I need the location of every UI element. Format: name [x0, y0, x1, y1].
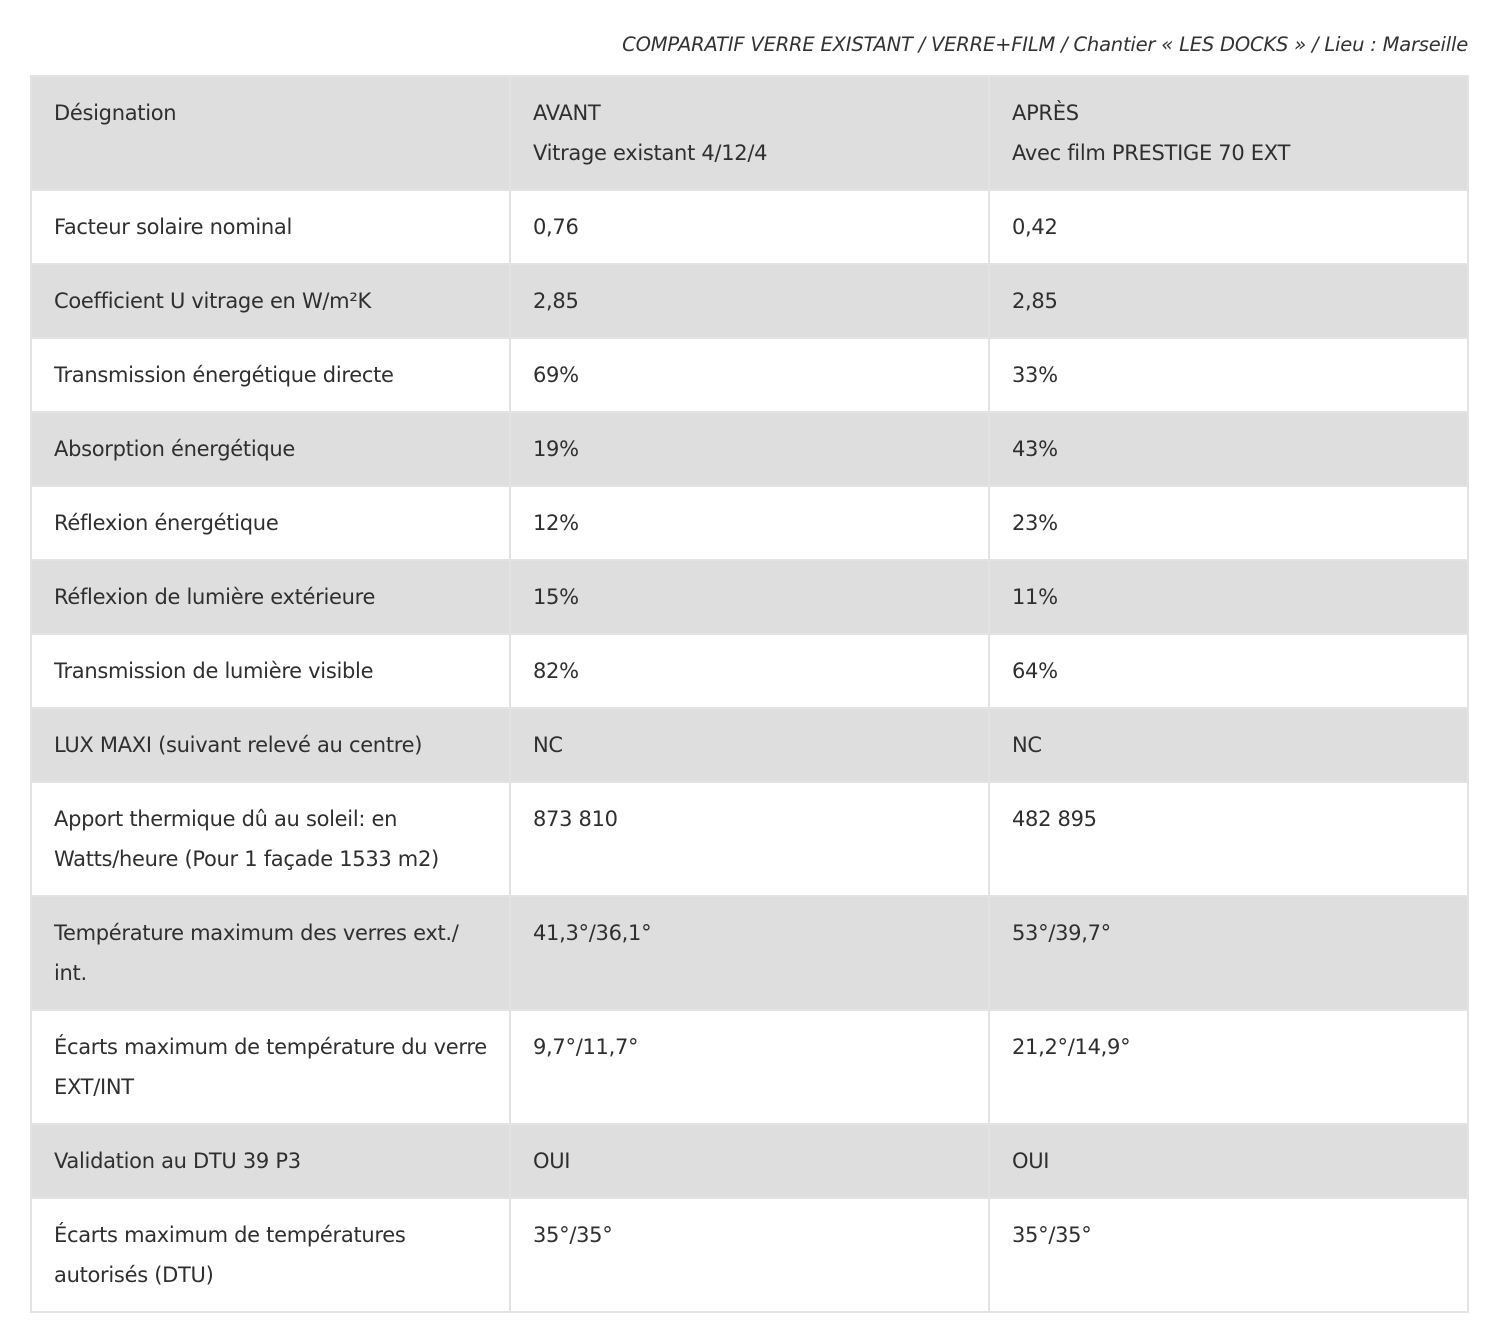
header-designation-label: Désignation — [54, 101, 177, 125]
row-apres-value: NC — [989, 708, 1468, 782]
table-row — [31, 486, 1468, 560]
header-avant-title: AVANT — [533, 101, 601, 125]
table-header-row — [31, 76, 1468, 190]
row-avant-value: 35°/35° — [510, 1198, 989, 1312]
table-row — [31, 782, 1468, 896]
header-apres-title: APRÈS — [1012, 101, 1079, 125]
row-apres-value: 35°/35° — [989, 1198, 1468, 1312]
table-row — [31, 338, 1468, 412]
row-label: Transmission énergétique directe — [31, 338, 510, 412]
row-avant-value: OUI — [510, 1124, 989, 1198]
row-avant-value: 0,76 — [510, 190, 989, 264]
row-label: Transmission de lumière visible — [31, 634, 510, 708]
row-label: Écarts maximum de température du verre EXT/INT — [31, 1010, 510, 1124]
row-label: Réflexion énergétique — [31, 486, 510, 560]
row-label: Écarts maximum de températures autorisés (DTU) — [31, 1198, 510, 1312]
table-row — [31, 412, 1468, 486]
row-apres-value: 0,42 — [989, 190, 1468, 264]
row-apres-value: 53°/39,7° — [989, 896, 1468, 1010]
row-avant-value: 69% — [510, 338, 989, 412]
row-avant-value: 82% — [510, 634, 989, 708]
table-row — [31, 896, 1468, 1010]
row-apres-value: OUI — [989, 1124, 1468, 1198]
header-designation — [31, 76, 510, 190]
row-apres-value: 11% — [989, 560, 1468, 634]
table-row — [31, 634, 1468, 708]
row-avant-value: 873 810 — [510, 782, 989, 896]
header-avant-subtitle: Vitrage existant 4/12/4 — [533, 141, 768, 165]
row-avant-value: 41,3°/36,1° — [510, 896, 989, 1010]
table-row — [31, 264, 1468, 338]
comparison-table — [30, 75, 1469, 1313]
row-avant-value: 19% — [510, 412, 989, 486]
row-label: Température maximum des verres ext./ int. — [31, 896, 510, 1010]
row-label: Coefficient U vitrage en W/m²K — [31, 264, 510, 338]
row-label: Réflexion de lumière extérieure — [31, 560, 510, 634]
table-row — [31, 1198, 1468, 1312]
header-apres-subtitle: Avec film PRESTIGE 70 EXT — [1012, 141, 1290, 165]
row-apres-value: 23% — [989, 486, 1468, 560]
row-avant-value: 15% — [510, 560, 989, 634]
header-avant — [510, 76, 989, 190]
row-apres-value: 43% — [989, 412, 1468, 486]
row-label: Facteur solaire nominal — [31, 190, 510, 264]
row-avant-value: 2,85 — [510, 264, 989, 338]
row-label: LUX MAXI (suivant relevé au centre) — [31, 708, 510, 782]
row-label: Absorption énergétique — [31, 412, 510, 486]
row-apres-value: 482 895 — [989, 782, 1468, 896]
row-apres-value: 21,2°/14,9° — [989, 1010, 1468, 1124]
table-row — [31, 560, 1468, 634]
table-row — [31, 1124, 1468, 1198]
table-caption: COMPARATIF VERRE EXISTANT / VERRE+FILM / Chantier « LES DOCKS » / Lieu : Marseille — [622, 33, 1468, 56]
row-apres-value: 64% — [989, 634, 1468, 708]
row-label: Validation au DTU 39 P3 — [31, 1124, 510, 1198]
row-avant-value: 9,7°/11,7° — [510, 1010, 989, 1124]
row-apres-value: 33% — [989, 338, 1468, 412]
row-label: Apport thermique dû au soleil: en Watts/heure (Pour 1 façade 1533 m2) — [31, 782, 510, 896]
header-apres — [989, 76, 1468, 190]
row-apres-value: 2,85 — [989, 264, 1468, 338]
table-row — [31, 1010, 1468, 1124]
table-row — [31, 708, 1468, 782]
row-avant-value: 12% — [510, 486, 989, 560]
table-row — [31, 190, 1468, 264]
row-avant-value: NC — [510, 708, 989, 782]
